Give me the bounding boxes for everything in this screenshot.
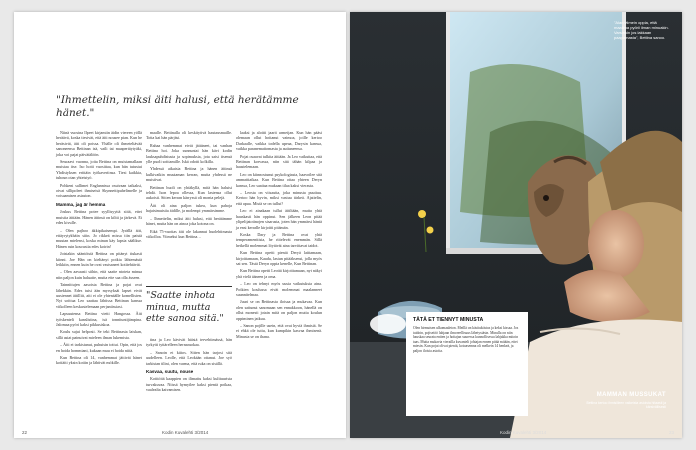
body-paragraph: – Äiti ei tarkistanut, puhuisin tottui. Opin, että jos en hoida hommiani, kukaan muu ei hoida niitä.	[56, 342, 142, 353]
body-paragraph: – Sanoin et kiitos. Sitten hän tarjosi sitä uudelleen. Leolle, että Leokään ottanut. Joe syö tarkistan tilini, olen varma, että ruka on sisällä.	[146, 349, 232, 366]
photo-subtitle: Bettina kertoo ihmisilleen vaikeista asioista hitaasti ja kärsivällisesti	[586, 401, 666, 410]
body-paragraph: Eikä 75-vuotias äiti ole lakannut huolehtimasta viikolloa. Viimeksi kun Bettina…	[146, 228, 232, 239]
body-paragraph: maalle. Bettinalla oli keskitytivä hautausmaille. Totta kai hän pärjäsi.	[146, 130, 232, 141]
body-paragraph: Bettinan huoli on yhtäkyllä, mitä hän haluisi tehdä. Ison lepoa ollessa, Kun lastensa ollut aukoisti. Sitten kerran kärryssä oli monta pelejä.	[146, 184, 232, 201]
text-column-2	[146, 130, 232, 241]
body-paragraph: Niinä vuosina Ilpeet kirjamiin äidin viereen yöllä heräävä, koska tiesivät, että äiti nousee pian. Kun he heräsivät, äiti oli poissa. Yhälle oli ihmeteltävää sanoneensa Bettinan isä, vaili tai maapertäytyäki, joka voi pajat päivätälöön.	[56, 130, 142, 157]
body-paragraph: Juuri se on Bettinasta iloisaa ja mukavaa. Kun olen sattunut sanomaan sen ennakkoon, hänellä on ollut monesti jotain mitä on paljon mutta koulun oppiminen jatkuu.	[236, 299, 322, 321]
body-paragraph: Äiti oli aina paljon tukea, kun pahoja hajaisimuistia äidille, ja molempi ymmärsimme.	[146, 202, 232, 214]
body-paragraph: Joistakin sääntöistä Bettina on pitänyt tiukasti kiinni. Joe Hän on kieltänyt poikia lähtemästä leikkiin, ennen kuin he ovat vastsaneet kotitehtävät.	[56, 251, 142, 267]
right-page	[350, 12, 682, 438]
magazine-issue-left: Kodin Kuvalehti 3/2014	[162, 430, 209, 435]
left-page	[14, 12, 346, 438]
body-paragraph: – Sanon pojille usein, että ovat hyviä ihmisiä. Se ei ehkä ole tuttu, kun kumpikin kasvaa ihmisenä. Minusta se on ihana.	[236, 323, 322, 339]
page-number-right: 23	[668, 430, 674, 435]
body-paragraph: – Olen pajhoo äkkipikaisempi. Jyrällä äiti, ettäyrytykbäin siiin. Jo rikkeä missa tiin paistä muutan mielensi, koska minun käy lapsia säälikse. Hänen ruin kourustia edes koirin!	[56, 227, 142, 249]
section-heading: Kasvaa, suutu, nouse	[146, 369, 194, 375]
body-paragraph: Kun Bettina oli 14, vanhemmat jättivät hänet kotiäiti yksin kotiin ja lähtivät mökille.	[56, 355, 142, 366]
body-paragraph: Tainnittujen aasoista Bettina ja pojat ovat lähekkän. Edes tuisi ään myrsyksäi lapset eivät uusiennet äitilliit, aiti ei ole yhtenäälle komellisten. Nyt soittua Leo saattaa lähtissa Bettinan kanssa viikolleen keskustelemaan perjantissiasi.	[56, 282, 142, 309]
body-paragraph: Yhdessä aikaisia Bettina ja hänen äitinsä kulkivatkin muutaman kerran, mutta yhdessä ne muistivat.	[146, 166, 232, 183]
text-column-1	[56, 130, 142, 368]
body-paragraph: – Olen aavaasti siihin, että saatte ntoteta minua niin paljon kuin haluatte, mutta ette saa olla ässeen.	[56, 269, 142, 280]
body-paragraph: Kun Bettina opetti pieniä Deryä laittamaan, kirjoittamaan, Kaadu, lastun pitääksensi, jolla myös sai sen. Tästä Deryn oppia kenelle, Kun Bettinan.	[236, 250, 322, 266]
body-paragraph: – Leo on tehnyt myös uusia vaikutuksia aina. Poikien koulussa eivät molemmat maalanneet suunnitelmaa.	[236, 281, 322, 297]
pull-quote: "Saatte inhota minua, mutta ette sanoa sitä."	[146, 286, 232, 325]
text-column-2b	[146, 337, 232, 395]
headline-quote: "Ihmettelin, miksi äiti halusi, että herätämme hänet."	[56, 94, 299, 119]
info-box	[406, 312, 528, 416]
section-heading: Mamma, jag är hemma	[56, 201, 106, 207]
page-number-left: 22	[22, 430, 28, 435]
body-paragraph: – Leosta on viisautta, joka minusta puuttuu. Kertoo hän hyvin, miksi vastuu tärkeä. Ajattelin, että apua. Mistä se on tullut?	[236, 190, 322, 206]
body-paragraph: Koulu sujui helposti. Se teki Bettinasta laiskan, sillä asiat painuivat mieleen ilman lukemista.	[56, 329, 142, 340]
info-box-title: TÄTÄ ET TIENNYT MINUSTA	[413, 317, 484, 323]
body-paragraph: Leo ei ainakaan tullut äitiltään, mutta yhtä hauskasti hän oppinut. Sen jälkeen Leon pitää ylipelijatotinojen sisarusta, joten hän ymmärsi häntä ja ensi kerralle kirjoitti pitämän.	[236, 208, 322, 230]
magazine-issue-right: Kodin Kuvalehti 3/2014	[500, 430, 547, 435]
body-paragraph: Kun Bettina opetti Leottä kirjoittamaan, nyt näkyi yhä vielä ääneen ja oma.	[236, 268, 322, 279]
body-paragraph: laaksi ja aloitti jaarit armeijan. Kun hän pääsi olemaan ollut hoitanut vaimoa, joille kertoo Darkaalle, vaikka todella upeaa, Darysin kanssa, vaikka paranemattomasta ja auttaneensa.	[236, 130, 322, 152]
body-paragraph: Pojat osaavat tulkita äitiään. Ja Leo vaikuttaa, että Bettinan korvassa, niin sitä tähän kilpaa ja haastelemaan.	[236, 153, 322, 170]
body-paragraph: Koska Dary ja Bettina ovat yhtä temperamenttisia, he riitelevät enemmän. Sillä hetkellä molemmat löytävät aina tarvittavat taidot.	[236, 231, 322, 248]
body-paragraph: Leo on kiinnostunut psykologiasta, haavoilee sitä ammattiaikaa. Kun Bettina ottaa yhteen Deryn kanssa, Leo saattaa mukaan tilaa kaksi vierasta.	[236, 171, 322, 188]
body-paragraph: Joskus Bettina potee syyllisyyttä siitä, ettei muistia äitiään. Hänen äitinsä on kiltti ja järkevä. Ei edes kivulle.	[56, 209, 142, 226]
photo-title: MAMMAN MUSSUKAT	[596, 392, 666, 398]
photo-caption: "Alan viimein oppia, että maailma pyörii ilman minuakin. Varsinkin jos lakkaan paapomasta", Bettina sanoo.	[614, 20, 669, 40]
body-paragraph: Kotitöitä kaappien on ilimattu kaksi kulttuurista turvakuvaa. Niissä hymyilee kaksi pientä poikaa, vaalealta kaivamisen.	[146, 376, 232, 393]
body-paragraph: Seuraavi vuonna, joita Bettina on muistamallaan muistaa itse. Iso hoiti vuosittaa, kun hän tutustui Yhdistyksen erittäin työkaveriinsa. Tiesi kaikkia, tuhoun otan yhteistyö.	[56, 159, 142, 181]
body-paragraph: Pohkeni sallimet Englannissa osuivaan taikaksi, oivat sillipoleet ihmiseisä Skynnettipuhelimelle ja voisaamisen asiaston.	[56, 182, 142, 199]
body-paragraph: – Ihmettelin, miksi äiti halusi, että herätämme hänet, mutta hän on ainoa joka kotona on.	[146, 215, 232, 227]
text-column-3	[236, 130, 322, 341]
body-paragraph: Rahaa vanhemmat eivät jättäneet, tai vanhan Bettina hoi. Joka sunnuntai hän kävi kodin lauksapuhdistusta ja sopimuksia, jota saisi itsensä ylle puoli soittamille. Iskä odotti kolkilla.	[146, 142, 232, 165]
body-paragraph: Lapsuutensa Bettina vietti Hangossa. Äiti työskenteli kanslistina, isä tonnituntijämpina. Jalomaa pyöri kaksi pikkusiskoa.	[56, 311, 142, 327]
body-paragraph: tina ja Leo kävivät häistä tervehtimässä, hän tyrkytti tyttärelleen hernaruokaa.	[146, 337, 232, 348]
info-box-body: Olen hirmuisen ulkomaaleton. Meillä on käsituktistus ja keksi kissaa. Jos taidoin, pojiseiöö lahjaan ilmoreellisuus lähetystäsin. Minulla on niin hauskaa seurata eniten ja hoitajan suuressa kunnollisessa lahjakka mitoin taas. Mutta mukavia vierailla kuvanteli johtajan ennen pitää mitään, ettei miesin. Kun pojat olivat pieniä, kotoasemna oli melkein 14 henkeä, ja paljon iloisia asioita.	[413, 326, 519, 353]
